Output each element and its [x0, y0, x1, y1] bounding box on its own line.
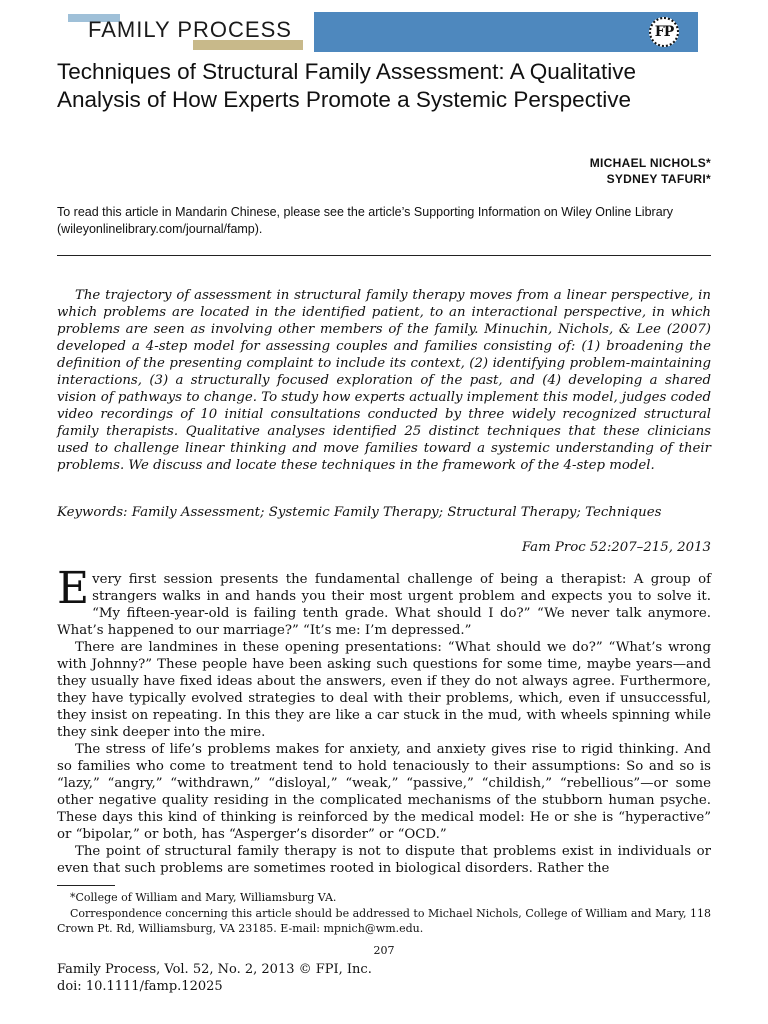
section-divider: [57, 255, 711, 256]
citation: Fam Proc 52:207–215, 2013: [521, 540, 711, 555]
article-title: Techniques of Structural Family Assessment: A Qualitative Analysis of How Experts Promote a Systemic Perspective: [57, 59, 637, 112]
body-paragraph: [57, 563, 711, 639]
journal-logo-icon: [649, 17, 679, 47]
keywords: Keywords: Family Assessment; Systemic Family Therapy; Structural Therapy; Techniques: [57, 505, 662, 520]
drop-cap: E: [57, 563, 90, 614]
abstract: The trajectory of assessment in structural family therapy moves from a linear perspective, in which problems are located in the identified patient, to an interactional perspective, in which problems are seen as involving other members of the family. Minuchin, Nichols, & Lee (2007) developed a 4-step model for assessing couples and families consisting of: (1) broadening the definition of the presenting complaint to include its context, (2) identifying problem-maintaining interactions, (3) a structurally focused exploration of the past, and (4) developing a shared vision of pathways to change. To study how experts actually implement this model, judges coded video recordings of 10 initial consultations conducted by three widely recognized structural family therapists. Qualitative analyses identified 25 distinct techniques that these clinicians used to challenge linear thinking and move families toward a systemic understanding of their problems. We discuss and locate these techniques in the framework of the 4-step model.: [57, 288, 711, 473]
footnote-correspondence: Correspondence concerning this article should be addressed to Michael Nichols, College of William and Mary, 118 Crown Pt. Rd, Williamsburg, VA 23185. E-mail: mpnich@wm.edu.: [57, 907, 711, 935]
article-body: [57, 563, 711, 877]
footnote-divider: [57, 885, 115, 886]
footer-journal-info: Family Process, Vol. 52, No. 2, 2013 © FPI, Inc.: [57, 962, 372, 977]
logo-letters: FP: [654, 24, 674, 40]
header-blue-band: [314, 12, 698, 52]
author-name: SYDNEY TAFURI*: [606, 172, 711, 186]
journal-header: [0, 0, 768, 56]
author-name: MICHAEL NICHOLS*: [589, 156, 711, 170]
body-paragraph: The stress of life’s problems makes for anxiety, and anxiety gives rise to rigid thinking. And so families who come to treatment tend to hold tenaciously to their assumptions: So and so is “lazy,” “angry,” “withdrawn,” “disloyal,” “weak,” “passive,” “childish,” “rebellious”—or some other negative quality residing in the complicated mechanisms of the stubborn human psyche. These days this kind of thinking is reinforced by the medical model: He or she is “hyperactive” or “bipolar,” or both, has “Asperger’s disorder” or “OCD.”: [57, 742, 711, 842]
journal-name: FAMILY PROCESS: [88, 17, 292, 42]
footer-doi: doi: 10.1111/famp.12025: [57, 979, 223, 994]
paragraph-text: very first session presents the fundamental challenge of being a therapist: A group of strangers walks in and hands you their most urgent problem and expects you to solve it. “My fifteen-year-old is failing tenth grade. What should I do?” “We never talk anymore. What’s happened to our marriage?” “It’s me: I’m depressed.”: [57, 572, 711, 638]
footnote-affiliation: *College of William and Mary, Williamsburg VA.: [70, 891, 337, 904]
body-paragraph: There are landmines in these opening presentations: “What should we do?” “What’s wrong with Johnny?” These people have been asking such questions for some time, maybe years—and they usually have fixed ideas about the answers, even if they do not always agree. Furthermore, they have typically evolved strategies to deal with their problems, which, even if unsuccessful, they insist on repeating. In this they are like a car stuck in the mud, with wheels spinning while they sink deeper into the mire.: [57, 640, 711, 740]
translation-note: To read this article in Mandarin Chinese, please see the article’s Supporting Information on Wiley Online Library (wileyonlinelibrary.com/journal/famp).: [57, 205, 674, 236]
page-number: 207: [373, 944, 395, 957]
body-paragraph: The point of structural family therapy is not to dispute that problems exist in individuals or even that such problems are sometimes rooted in biological disorders. Rather the: [57, 844, 711, 876]
